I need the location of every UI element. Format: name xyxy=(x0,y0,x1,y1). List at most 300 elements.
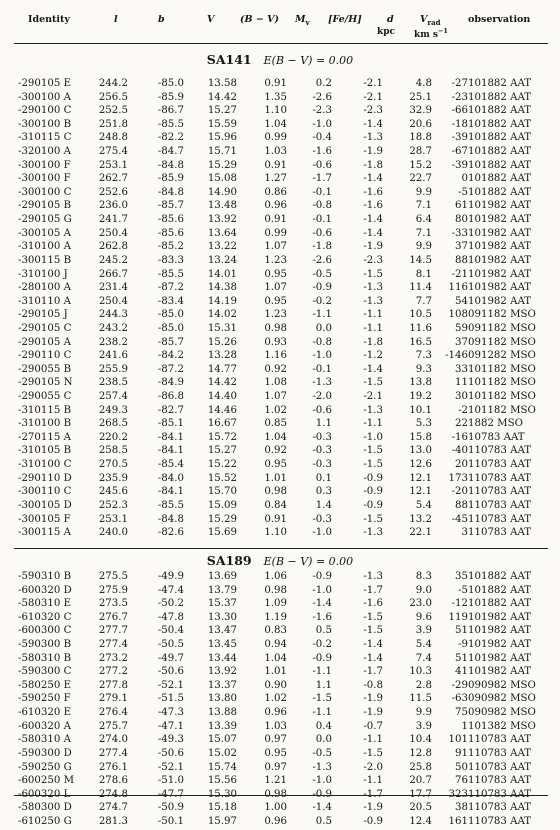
v-magnitude-cell: 13.64 xyxy=(207,227,237,239)
table-row xyxy=(0,445,560,459)
v-magnitude-cell: 15.31 xyxy=(207,322,237,334)
star-identity-cell: -600320 D xyxy=(18,584,72,596)
radial-velocity-cell: 54 xyxy=(455,295,468,307)
b-v-color-cell: 1.07 xyxy=(264,241,287,253)
v-magnitude-cell: 13.24 xyxy=(207,254,237,266)
table-row xyxy=(0,241,560,255)
metallicity-cell: -1.9 xyxy=(363,802,383,814)
star-identity-cell: -590310 B xyxy=(18,571,72,582)
table-row xyxy=(0,323,560,337)
table-row xyxy=(0,653,560,667)
distance-cell: 8.3 xyxy=(415,571,432,582)
v-magnitude-cell: 13.80 xyxy=(207,693,237,705)
observation-cell: 101882 AAT xyxy=(468,78,532,89)
absolute-magnitude-cell: -1.1 xyxy=(312,707,332,719)
v-magnitude-cell: 15.97 xyxy=(207,815,237,827)
table-row xyxy=(0,228,560,242)
table-row xyxy=(0,269,560,283)
galactic-latitude-cell: -50.9 xyxy=(157,802,184,814)
galactic-latitude-cell: -85.5 xyxy=(157,499,184,511)
table-row xyxy=(0,92,560,106)
galactic-latitude-cell: -85.5 xyxy=(157,268,184,280)
v-magnitude-cell: 14.42 xyxy=(207,377,237,389)
table-row xyxy=(0,432,560,446)
metallicity-cell: -2.1 xyxy=(363,391,383,403)
radial-velocity-cell: 41 xyxy=(455,666,468,678)
absolute-magnitude-cell: -1.5 xyxy=(312,693,332,705)
observation-cell: 101882 AAT xyxy=(468,118,532,130)
header-b: b xyxy=(158,14,165,25)
galactic-longitude-cell: 277.4 xyxy=(98,639,128,651)
star-identity-cell: -610320 E xyxy=(18,707,72,719)
observation-cell: 101982 AAT xyxy=(468,639,532,651)
table-row xyxy=(0,473,560,487)
galactic-longitude-cell: 258.5 xyxy=(98,445,128,457)
table-row xyxy=(0,500,560,514)
b-v-color-cell: 0.98 xyxy=(264,322,287,334)
observation-cell: 101982 AAT xyxy=(468,241,532,253)
observation-cell: 110783 AAT xyxy=(468,815,532,827)
star-identity-cell: -290105 A xyxy=(18,336,71,348)
radial-velocity-cell: 61 xyxy=(455,200,468,212)
distance-cell: 12.8 xyxy=(409,747,432,759)
metallicity-cell: -1.4 xyxy=(363,227,383,239)
absolute-magnitude-cell: -1.6 xyxy=(312,146,332,158)
absolute-magnitude-cell: -0.9 xyxy=(312,571,332,582)
metallicity-cell: -2.0 xyxy=(363,761,383,773)
metallicity-cell: -1.1 xyxy=(363,775,383,787)
observation-cell: 110783 AAT xyxy=(468,527,532,539)
v-magnitude-cell: 15.07 xyxy=(207,734,237,746)
observation-cell: 101882 AAT xyxy=(468,186,532,198)
observation-cell: 101182 MSO xyxy=(468,404,536,416)
radial-velocity-cell: -5 xyxy=(458,584,468,596)
radial-velocity-cell: 101 xyxy=(448,734,468,746)
metallicity-cell: -2.1 xyxy=(363,78,383,89)
absolute-magnitude-cell: 0.0 xyxy=(315,734,332,746)
star-identity-cell: -610250 G xyxy=(18,815,72,827)
observation-cell: 101182 MSO xyxy=(468,363,536,375)
galactic-longitude-cell: 243.2 xyxy=(98,322,128,334)
galactic-longitude-cell: 273.5 xyxy=(98,598,128,610)
table-row xyxy=(0,775,560,789)
table-bottom-rule xyxy=(14,795,548,796)
table-row xyxy=(0,214,560,228)
absolute-magnitude-cell: 1.1 xyxy=(315,418,332,430)
distance-cell: 2.8 xyxy=(415,679,432,691)
b-v-color-cell: 0.98 xyxy=(264,486,287,498)
metallicity-cell: -0.8 xyxy=(363,679,383,691)
b-v-color-cell: 1.04 xyxy=(264,652,287,664)
galactic-latitude-cell: -49.9 xyxy=(157,571,184,582)
b-v-color-cell: 0.98 xyxy=(264,584,287,596)
absolute-magnitude-cell: -1.3 xyxy=(312,761,332,773)
b-v-color-cell: 1.00 xyxy=(264,802,287,814)
star-identity-cell: -580300 D xyxy=(18,802,72,814)
v-magnitude-cell: 14.19 xyxy=(207,295,237,307)
distance-cell: 10.3 xyxy=(409,666,432,678)
observation-cell: 101882 AAT xyxy=(468,91,532,103)
metallicity-cell: -1.5 xyxy=(363,268,383,280)
radial-velocity-cell: 50 xyxy=(455,761,468,773)
v-magnitude-cell: 15.74 xyxy=(207,761,237,773)
star-identity-cell: -290100 C xyxy=(18,105,72,117)
star-identity-cell: -290105 C xyxy=(18,322,72,334)
observation-cell: 110783 AAT xyxy=(468,788,532,800)
radial-velocity-cell: -16 xyxy=(451,431,468,443)
galactic-longitude-cell: 238.2 xyxy=(98,336,128,348)
galactic-latitude-cell: -85.0 xyxy=(157,322,184,334)
absolute-magnitude-cell: -1.7 xyxy=(312,173,332,185)
absolute-magnitude-cell: -2.6 xyxy=(312,91,332,103)
header-d: d xyxy=(387,14,394,25)
absolute-magnitude-cell: -0.6 xyxy=(312,404,332,416)
absolute-magnitude-cell: -0.8 xyxy=(312,200,332,212)
star-identity-cell: -580310 B xyxy=(18,652,72,664)
observation-cell: 101182 MSO xyxy=(468,391,536,403)
table-row xyxy=(0,666,560,680)
star-identity-cell: -300105 A xyxy=(18,227,71,239)
galactic-longitude-cell: 236.0 xyxy=(98,200,128,212)
star-identity-cell: -300105 F xyxy=(18,513,71,525)
distance-cell: 20.6 xyxy=(409,118,432,130)
star-identity-cell: -290055 B xyxy=(18,363,72,375)
metallicity-cell: -0.9 xyxy=(363,486,383,498)
absolute-magnitude-cell: 0.5 xyxy=(315,815,332,827)
table-row xyxy=(0,296,560,310)
galactic-latitude-cell: -85.7 xyxy=(157,336,184,348)
absolute-magnitude-cell: -1.3 xyxy=(312,377,332,389)
absolute-magnitude-cell: -0.1 xyxy=(312,186,332,198)
galactic-latitude-cell: -50.2 xyxy=(157,598,184,610)
star-identity-cell: -280100 A xyxy=(18,282,71,294)
galactic-longitude-cell: 248.8 xyxy=(98,132,128,144)
metallicity-cell: -2.3 xyxy=(363,105,383,117)
radial-velocity-cell: 22 xyxy=(455,418,468,430)
galactic-latitude-cell: -86.7 xyxy=(157,105,184,117)
table-row xyxy=(0,146,560,160)
header-observation: observation xyxy=(468,14,531,25)
observation-cell: 091182 MSO xyxy=(468,309,536,321)
radial-velocity-cell: 91 xyxy=(455,747,468,759)
galactic-latitude-cell: -50.6 xyxy=(157,666,184,678)
observation-cell: 101982 AAT xyxy=(468,268,532,280)
distance-cell: 7.3 xyxy=(415,350,432,362)
b-v-color-cell: 0.97 xyxy=(264,734,287,746)
metallicity-cell: -1.9 xyxy=(363,241,383,253)
v-magnitude-cell: 13.30 xyxy=(207,611,237,623)
metallicity-cell: -1.3 xyxy=(363,571,383,582)
galactic-latitude-cell: -50.5 xyxy=(157,639,184,651)
observation-cell: 101882 AAT xyxy=(468,584,532,596)
v-magnitude-cell: 13.22 xyxy=(207,241,237,253)
table-row xyxy=(0,309,560,323)
b-v-color-cell: 1.03 xyxy=(264,146,287,158)
radial-velocity-cell: 59 xyxy=(455,322,468,334)
radial-velocity-cell: -39 xyxy=(451,159,468,171)
distance-cell: 22.7 xyxy=(409,173,432,185)
galactic-latitude-cell: -84.1 xyxy=(157,431,184,443)
b-v-color-cell: 0.96 xyxy=(264,815,287,827)
b-v-color-cell: 1.04 xyxy=(264,118,287,130)
v-magnitude-cell: 15.02 xyxy=(207,747,237,759)
star-identity-cell: -300115 B xyxy=(18,254,72,266)
v-magnitude-cell: 15.71 xyxy=(207,146,237,158)
v-magnitude-cell: 13.69 xyxy=(207,571,237,582)
galactic-longitude-cell: 266.7 xyxy=(98,268,128,280)
galactic-longitude-cell: 235.9 xyxy=(98,472,128,484)
metallicity-cell: -1.4 xyxy=(363,363,383,375)
table-row xyxy=(0,598,560,612)
table-row xyxy=(0,405,560,419)
star-identity-cell: -290105 J xyxy=(18,309,68,321)
b-v-color-cell: 0.83 xyxy=(264,625,287,637)
radial-velocity-cell: -39 xyxy=(451,132,468,144)
star-identity-cell: -580310 E xyxy=(18,598,72,610)
metallicity-cell: -1.8 xyxy=(363,159,383,171)
absolute-magnitude-cell: -0.5 xyxy=(312,268,332,280)
absolute-magnitude-cell: -2.3 xyxy=(312,105,332,117)
v-magnitude-cell: 14.01 xyxy=(207,268,237,280)
b-v-color-cell: 0.91 xyxy=(264,78,287,89)
distance-cell: 9.6 xyxy=(415,611,432,623)
star-identity-cell: -600320 L xyxy=(18,788,71,800)
galactic-longitude-cell: 220.2 xyxy=(98,431,128,443)
galactic-longitude-cell: 253.1 xyxy=(98,159,128,171)
star-identity-cell: -590300 D xyxy=(18,747,72,759)
table-row xyxy=(0,173,560,187)
observation-cell: 110783 AAT xyxy=(468,802,532,814)
galactic-latitude-cell: -51.0 xyxy=(157,775,184,787)
radial-velocity-cell: 38 xyxy=(455,802,468,814)
galactic-longitude-cell: 231.4 xyxy=(98,282,128,294)
observation-cell: 110783 AAT xyxy=(468,747,532,759)
galactic-latitude-cell: -82.2 xyxy=(157,132,184,144)
observation-cell: 101982 AAT xyxy=(468,214,532,226)
v-magnitude-cell: 15.59 xyxy=(207,118,237,130)
b-v-color-cell: 1.10 xyxy=(264,105,287,117)
absolute-magnitude-cell: -1.0 xyxy=(312,775,332,787)
v-magnitude-cell: 16.67 xyxy=(207,418,237,430)
radial-velocity-cell: 37 xyxy=(455,336,468,348)
galactic-longitude-cell: 253.1 xyxy=(98,513,128,525)
b-v-color-cell: 1.19 xyxy=(264,611,287,623)
star-identity-cell: -300110 C xyxy=(18,486,72,498)
v-magnitude-cell: 14.46 xyxy=(207,404,237,416)
star-identity-cell: -320100 A xyxy=(18,146,71,158)
galactic-longitude-cell: 270.5 xyxy=(98,459,128,471)
table-row xyxy=(0,721,560,735)
galactic-longitude-cell: 274.7 xyxy=(98,802,128,814)
distance-cell: 28.7 xyxy=(409,146,432,158)
distance-cell: 19.2 xyxy=(409,391,432,403)
distance-cell: 10.4 xyxy=(409,734,432,746)
observation-cell: 110783 AAT xyxy=(468,486,532,498)
v-magnitude-cell: 15.27 xyxy=(207,445,237,457)
b-v-color-cell: 1.02 xyxy=(264,693,287,705)
v-magnitude-cell: 14.90 xyxy=(207,186,237,198)
v-magnitude-cell: 15.22 xyxy=(207,459,237,471)
galactic-longitude-cell: 275.5 xyxy=(98,571,128,582)
star-identity-cell: -310100 J xyxy=(18,268,68,280)
b-v-color-cell: 0.91 xyxy=(264,159,287,171)
table-row xyxy=(0,391,560,405)
galactic-longitude-cell: 278.6 xyxy=(98,775,128,787)
b-v-color-cell: 1.03 xyxy=(264,720,287,732)
distance-cell: 5.3 xyxy=(415,418,432,430)
absolute-magnitude-cell: -2.6 xyxy=(312,254,332,266)
b-v-color-cell: 1.01 xyxy=(264,666,287,678)
v-magnitude-cell: 13.92 xyxy=(207,666,237,678)
observation-cell: 091182 MSO xyxy=(468,322,536,334)
metallicity-cell: -1.5 xyxy=(363,377,383,389)
galactic-longitude-cell: 274.8 xyxy=(98,788,128,800)
absolute-magnitude-cell: -0.6 xyxy=(312,227,332,239)
radial-velocity-cell: -18 xyxy=(451,118,468,130)
header-vrad: $V_{rad}$ xyxy=(420,14,441,27)
galactic-latitude-cell: -47.7 xyxy=(157,788,184,800)
section-rows-sa189 xyxy=(0,571,560,830)
observation-cell: 110783 AAT xyxy=(468,459,532,471)
metallicity-cell: -1.2 xyxy=(363,350,383,362)
radial-velocity-cell: 119 xyxy=(448,611,468,623)
b-v-color-cell: 1.35 xyxy=(264,91,287,103)
galactic-latitude-cell: -47.1 xyxy=(157,720,184,732)
metallicity-cell: -1.1 xyxy=(363,734,383,746)
radial-velocity-cell: 51 xyxy=(455,625,468,637)
observation-cell: 110783 AAT xyxy=(468,445,532,457)
v-magnitude-cell: 13.45 xyxy=(207,639,237,651)
radial-velocity-cell: 80 xyxy=(455,214,468,226)
radial-velocity-cell: 76 xyxy=(455,775,468,787)
b-v-color-cell: 0.86 xyxy=(264,186,287,198)
b-v-color-cell: 1.09 xyxy=(264,598,287,610)
metallicity-cell: -2.1 xyxy=(363,91,383,103)
distance-cell: 7.1 xyxy=(415,200,432,212)
b-v-color-cell: 1.06 xyxy=(264,571,287,582)
b-v-color-cell: 1.23 xyxy=(264,254,287,266)
metallicity-cell: -1.7 xyxy=(363,666,383,678)
star-identity-cell: -310100 C xyxy=(18,459,72,471)
section-ebv: E(B − V) = 0.00 xyxy=(263,555,354,568)
table-row xyxy=(0,337,560,351)
distance-cell: 25.8 xyxy=(409,761,432,773)
radial-velocity-cell: 11 xyxy=(455,377,468,389)
radial-velocity-cell: 88 xyxy=(455,499,468,511)
galactic-latitude-cell: -85.9 xyxy=(157,91,184,103)
distance-cell: 11.4 xyxy=(409,282,432,294)
galactic-longitude-cell: 241.7 xyxy=(98,214,128,226)
metallicity-cell: -1.8 xyxy=(363,336,383,348)
galactic-latitude-cell: -84.8 xyxy=(157,159,184,171)
star-identity-cell: -290055 C xyxy=(18,391,72,403)
observation-cell: 101182 MSO xyxy=(468,377,536,389)
absolute-magnitude-cell: 0.2 xyxy=(315,78,332,89)
absolute-magnitude-cell: -0.9 xyxy=(312,652,332,664)
v-magnitude-cell: 13.39 xyxy=(207,720,237,732)
header-identity: Identity xyxy=(28,14,70,25)
metallicity-cell: -1.9 xyxy=(363,693,383,705)
galactic-longitude-cell: 240.0 xyxy=(98,527,128,539)
distance-cell: 7.4 xyxy=(415,652,432,664)
galactic-longitude-cell: 255.9 xyxy=(98,363,128,375)
v-magnitude-cell: 14.42 xyxy=(207,91,237,103)
distance-cell: 20.7 xyxy=(409,775,432,787)
star-identity-cell: -590250 G xyxy=(18,761,72,773)
star-identity-cell: -300100 B xyxy=(18,118,72,130)
b-v-color-cell: 0.96 xyxy=(264,707,287,719)
galactic-latitude-cell: -84.7 xyxy=(157,146,184,158)
absolute-magnitude-cell: -1.6 xyxy=(312,611,332,623)
star-identity-cell: -300100 F xyxy=(18,159,71,171)
radial-velocity-cell: -66 xyxy=(451,105,468,117)
distance-cell: 23.0 xyxy=(409,598,432,610)
b-v-color-cell: 0.85 xyxy=(264,418,287,430)
galactic-latitude-cell: -83.3 xyxy=(157,254,184,266)
observation-cell: 101882 AAT xyxy=(468,598,532,610)
v-magnitude-cell: 15.09 xyxy=(207,499,237,511)
radial-velocity-cell: -21 xyxy=(451,268,468,280)
galactic-latitude-cell: -50.4 xyxy=(157,625,184,637)
galactic-latitude-cell: -84.2 xyxy=(157,350,184,362)
b-v-color-cell: 1.27 xyxy=(264,173,287,185)
observation-cell: 091282 MSO xyxy=(468,350,536,362)
b-v-color-cell: 0.92 xyxy=(264,445,287,457)
star-identity-cell: -590250 F xyxy=(18,693,71,705)
distance-cell: 25.1 xyxy=(409,91,432,103)
star-identity-cell: -300100 C xyxy=(18,186,72,198)
star-identity-cell: -610320 C xyxy=(18,611,72,623)
v-magnitude-cell: 15.29 xyxy=(207,159,237,171)
radial-velocity-cell: -27 xyxy=(451,78,468,89)
observation-cell: 101982 AAT xyxy=(468,625,532,637)
galactic-latitude-cell: -87.2 xyxy=(157,363,184,375)
table-row xyxy=(0,105,560,119)
header-vrad-unit: km $s^{-1}$ xyxy=(414,27,448,40)
table-row xyxy=(0,625,560,639)
distance-cell: 12.6 xyxy=(409,459,432,471)
header-bv: (B − V) xyxy=(240,14,279,25)
galactic-longitude-cell: 276.1 xyxy=(98,761,128,773)
absolute-magnitude-cell: 0.5 xyxy=(315,625,332,637)
radial-velocity-cell: 37 xyxy=(455,241,468,253)
galactic-longitude-cell: 262.7 xyxy=(98,173,128,185)
table-row xyxy=(0,585,560,599)
metallicity-cell: -1.5 xyxy=(363,625,383,637)
b-v-color-cell: 1.21 xyxy=(264,775,287,787)
radial-velocity-cell: 161 xyxy=(448,815,468,827)
observation-cell: 101882 AAT xyxy=(468,132,532,144)
galactic-latitude-cell: -50.1 xyxy=(157,815,184,827)
table-row xyxy=(0,119,560,133)
galactic-longitude-cell: 244.3 xyxy=(98,309,128,321)
distance-cell: 9.3 xyxy=(415,363,432,375)
galactic-latitude-cell: -50.6 xyxy=(157,747,184,759)
distance-cell: 17.7 xyxy=(409,788,432,800)
metallicity-cell: -0.7 xyxy=(363,720,383,732)
metallicity-cell: -1.6 xyxy=(363,598,383,610)
metallicity-cell: -0.9 xyxy=(363,472,383,484)
galactic-latitude-cell: -84.0 xyxy=(157,472,184,484)
b-v-color-cell: 0.99 xyxy=(264,227,287,239)
absolute-magnitude-cell: -0.3 xyxy=(312,431,332,443)
galactic-longitude-cell: 277.7 xyxy=(98,625,128,637)
star-identity-cell: -310100 B xyxy=(18,418,72,430)
galactic-latitude-cell: -49.3 xyxy=(157,734,184,746)
galactic-latitude-cell: -85.4 xyxy=(157,459,184,471)
section-title-sa189: SA189 E(B − V) = 0.00 xyxy=(206,553,354,568)
v-magnitude-cell: 14.02 xyxy=(207,309,237,321)
